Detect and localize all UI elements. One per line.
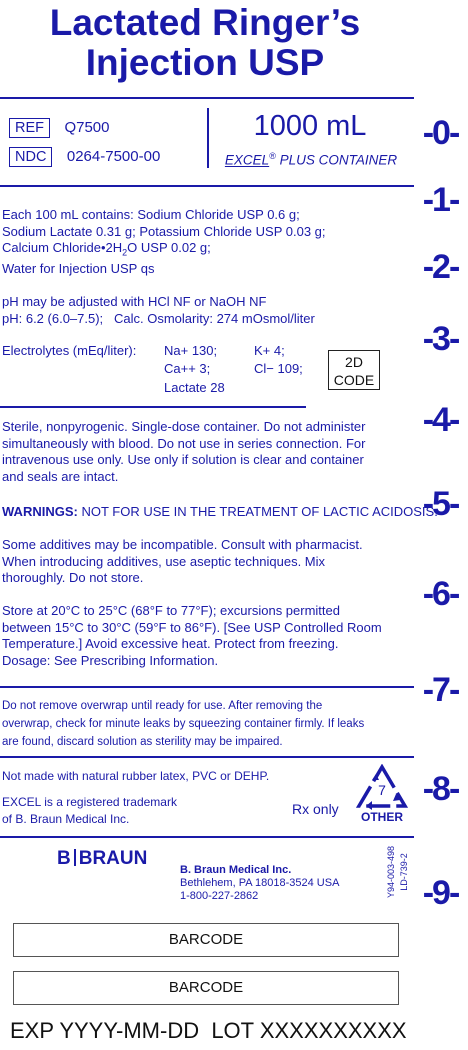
divider-top	[0, 97, 414, 99]
sterile-line: and seals are intact.	[2, 468, 119, 484]
logo-bar	[74, 849, 76, 866]
ph-adjust: pH may be adjusted with HCl NF or NaOH NF	[2, 294, 267, 309]
sterile-line: intravenous use only. Use only if solution is clear and container	[2, 452, 364, 467]
electrolyte-na: Na+ 130;	[164, 343, 218, 358]
additives-line: When introducing additives, use aseptic techniques. Mix	[2, 553, 326, 569]
electrolyte-k: K+ 4;	[254, 343, 285, 358]
barcode-placeholder-1: BARCODE	[13, 923, 399, 957]
product-title-line1: Lactated Ringer’s	[49, 2, 361, 43]
recycle-number: 7	[378, 782, 386, 798]
divider-company	[0, 836, 414, 838]
graduation-3: -3-	[422, 320, 459, 358]
registered-mark: ®	[269, 151, 276, 161]
divider-composition	[0, 185, 414, 187]
rx-only: Rx only	[292, 801, 339, 817]
graduation-8: -8-	[422, 770, 459, 808]
ref-value: Q7500	[64, 119, 110, 136]
warnings-text: NOT FOR USE IN THE TREATMENT OF LACTIC ACIDOSIS.	[77, 504, 438, 519]
overwrap-line: are found, discard solution as sterility may be impaired.	[2, 736, 283, 748]
warnings-label: WARNINGS:	[2, 504, 78, 519]
warnings	[2, 504, 438, 521]
company-phone: 1-800-227-2862	[180, 890, 259, 902]
ph-block	[2, 294, 412, 327]
overwrap-line: overwrap, check for minute leaks by squeezing container firmly. If leaks	[2, 718, 365, 730]
composition-line	[2, 240, 412, 261]
additives-line: Some additives may be incompatible. Consult with pharmacist.	[2, 537, 363, 552]
2d-code-line2: CODE	[333, 372, 375, 388]
recycle-label: OTHER	[361, 810, 403, 824]
braun-logo	[57, 848, 147, 870]
2d-code-line1: 2D	[345, 354, 363, 370]
divider-overwrap	[0, 686, 414, 688]
storage-line: Temperature.] Avoid excessive heat. Protect from freezing.	[2, 636, 339, 651]
electrolyte-ca: Ca++ 3;	[164, 361, 211, 376]
divider-latex	[0, 756, 414, 758]
barcode-placeholder-2: BARCODE	[13, 971, 399, 1005]
composition-block	[2, 207, 412, 278]
ndc-row	[9, 147, 160, 167]
ref-row	[9, 118, 110, 138]
sterile-line: Sterile, nonpyrogenic. Single-dose container. Do not administer	[2, 419, 366, 434]
storage-line: between 15°C to 30°C (59°F to 86°F). [See USP Controlled Room	[2, 619, 382, 635]
graduation-2: -2-	[422, 248, 459, 286]
excel-brand: EXCEL	[224, 152, 270, 168]
ref-label: REF	[9, 118, 50, 138]
storage-line: Store at 20°C to 25°C (68°F to 77°F); excursions permitted	[2, 603, 340, 618]
overwrap-block	[2, 697, 416, 751]
composition-line: Each 100 mL contains: Sodium Chloride USP 0.6 g;	[2, 207, 300, 222]
sterile-block	[2, 419, 414, 485]
sterile-line: simultaneously with blood. Do not use in series connection. For	[2, 435, 366, 451]
graduation-5: -5-	[422, 485, 459, 523]
graduation-4: -4-	[422, 401, 459, 439]
storage-line: Dosage: See Prescribing Information.	[2, 652, 219, 668]
graduation-7: -7-	[422, 671, 459, 709]
ph-osmolarity: pH: 6.2 (6.0–7.5); Calc. Osmolarity: 274 mOsmol/liter	[2, 310, 315, 326]
graduation-0: -0-	[422, 114, 459, 152]
label-codes	[378, 843, 409, 909]
composition-line: Sodium Lactate 0.31 g; Potassium Chloride USP 0.03 g;	[2, 223, 326, 239]
overwrap-line: Do not remove overwrap until ready for use. After removing the	[2, 700, 323, 712]
additives-block	[2, 537, 414, 587]
calcium-text-rest: O USP 0.02 g;	[127, 240, 211, 255]
graduation-9: -9-	[422, 874, 459, 912]
logo-b: B	[57, 848, 71, 869]
recycle-icon	[356, 764, 408, 826]
ndc-label: NDC	[9, 147, 52, 167]
graduation-1: -1-	[422, 181, 459, 219]
calcium-text: Calcium Chloride•2H	[2, 240, 123, 255]
ndc-value: 0264-7500-00	[66, 148, 161, 165]
divider-sterile	[0, 406, 306, 408]
label-code-1: Y94-003-498	[386, 845, 396, 899]
electrolyte-lactate: Lactate 28	[164, 380, 225, 395]
trademark-line2: of B. Braun Medical Inc.	[2, 811, 130, 826]
electrolyte-cl: Cl− 109;	[254, 361, 303, 376]
company-block	[180, 864, 339, 903]
composition-line: Water for Injection USP qs	[2, 261, 155, 277]
exp-lot: EXP YYYY-MM-DD LOT XXXXXXXXXX	[10, 1018, 407, 1043]
trademark-line1: EXCEL is a registered trademark	[2, 795, 177, 809]
additives-line: thoroughly. Do not store.	[2, 570, 144, 585]
storage-block	[2, 603, 414, 669]
company-name: B. Braun Medical Inc.	[180, 864, 292, 876]
container-type	[212, 148, 410, 169]
logo-name: BRAUN	[78, 848, 148, 869]
vertical-divider	[207, 108, 209, 168]
graduation-6: -6-	[422, 575, 459, 613]
2d-code-placeholder	[328, 350, 380, 390]
container-rest: PLUS CONTAINER	[275, 152, 398, 168]
trademark-block	[2, 794, 177, 827]
latex-statement: Not made with natural rubber latex, PVC or DEHP.	[2, 769, 270, 783]
label-code-2: LD-739-2	[399, 853, 409, 891]
product-title-line2: Injection USP	[85, 42, 325, 83]
subscript-2: 2	[122, 247, 128, 258]
company-address: Bethlehem, PA 18018-3524 USA	[180, 877, 340, 889]
volume: 1000 mL	[253, 110, 367, 142]
electrolytes-label: Electrolytes (mEq/liter):	[2, 343, 137, 358]
